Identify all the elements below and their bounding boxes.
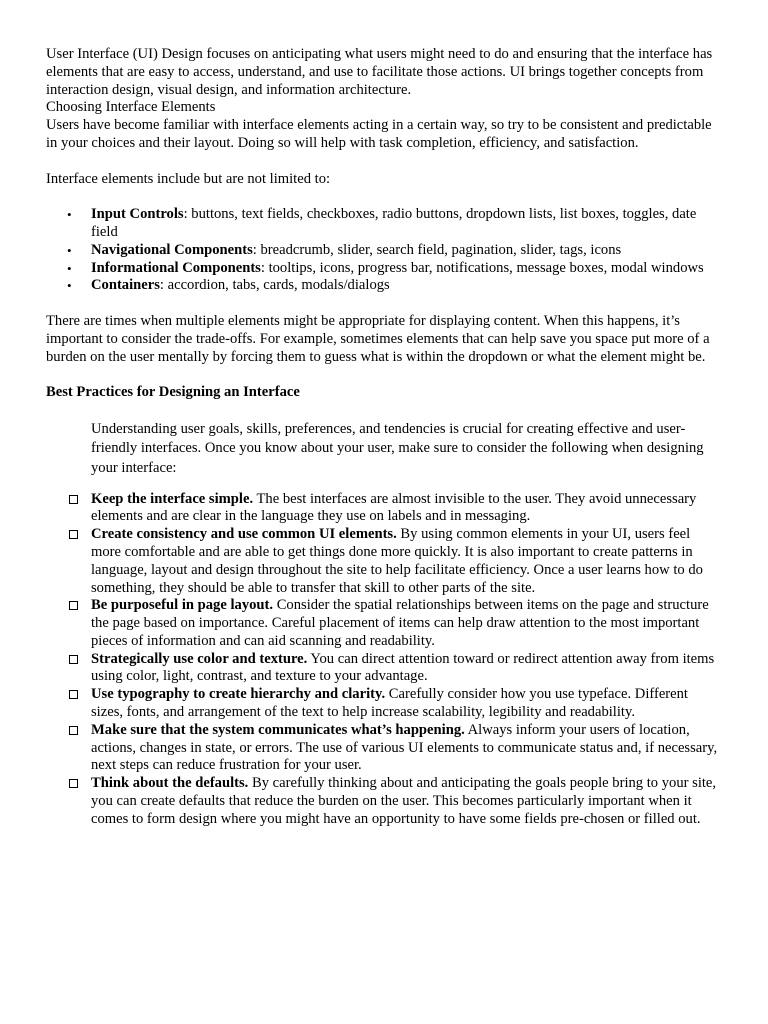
spacer — [46, 402, 720, 420]
list-item-term: Navigational Components — [91, 241, 253, 258]
list-item-desc: : buttons, text fields, checkboxes, radio buttons, dropdown lists, list boxes, toggles, date field — [91, 206, 697, 240]
section-paragraph-choosing-elements: Users have become familiar with interface elements acting in a certain way, so try to be consistent and predictable in your choices and their layout. Doing so will help with task completion, efficiency, and satisfaction. — [46, 117, 712, 151]
best-practices-intro: Understanding user goals, skills, preferences, and tendencies is crucial for creating effective and user-friendly interfaces. Once you know about your user, make sure to consider the following when designing your interface: — [91, 420, 704, 476]
list-item-desc: : tooltips, icons, progress bar, notifications, message boxes, modal windows — [260, 259, 704, 276]
practice-desc: By using common elements in your UI, users feel more comfortable and are able to get things done more quickly. It is also important to create patterns in language, layout and design throughout the site to help facilitate efficiency. Once a user learns how to do something, they should be able to transfer that skill to other parts of the site. — [91, 526, 703, 596]
list-item — [67, 277, 720, 295]
checkbox-icon — [69, 495, 78, 504]
bullet-icon: • — [67, 242, 72, 258]
list-item — [91, 651, 720, 687]
spacer — [46, 479, 720, 491]
checkbox-icon — [69, 690, 78, 699]
spacer — [46, 153, 720, 171]
elements-lead-text: Interface elements include but are not limited to: — [46, 170, 331, 187]
practice-desc: Consider the spatial relationships between items on the page and structure the page based on importance. Careful placement of items can help draw attention to the most important pieces of information and can aid scanning and readability. — [91, 597, 709, 649]
checkbox-icon — [69, 779, 78, 788]
element-types-list — [46, 206, 720, 295]
practice-desc: You can direct attention toward or redirect attention away from items using color, light, contrast, and texture to your advantage. — [91, 650, 715, 685]
spacer — [46, 188, 720, 206]
practice-term: Think about the defaults. — [91, 775, 249, 792]
bullet-icon: • — [67, 260, 72, 276]
checkbox-icon — [69, 726, 78, 735]
spacer — [46, 366, 720, 384]
practice-term: Strategically use color and texture. — [91, 650, 308, 667]
list-item-desc: : accordion, tabs, cards, modals/dialogs — [159, 277, 390, 294]
practice-term: Create consistency and use common UI elements. — [91, 526, 397, 543]
list-item — [91, 491, 720, 527]
list-item-term: Input Controls — [91, 206, 184, 223]
list-item — [67, 206, 720, 242]
list-item — [67, 259, 720, 278]
tradeoffs-paragraph: There are times when multiple elements might be appropriate for displaying content. When this happens, it’s important to consider the trade-offs. For example, sometimes elements that can help save you space put more of a burden on the user mentally by forcing them to guess what is within the dropdown or what the element might be. — [46, 312, 710, 365]
intro-paragraph: User Interface (UI) Design focuses on anticipating what users might need to do and ensuring that the interface has elements that are easy to access, understand, and use to facilitate those actions. UI brings together concepts from interaction design, visual design, and information architecture. — [46, 46, 713, 98]
list-item-desc: : breadcrumb, slider, search field, pagination, slider, tags, icons — [252, 241, 622, 258]
best-practices-list — [46, 491, 720, 829]
checkbox-icon — [69, 530, 78, 539]
bullet-icon: • — [67, 278, 72, 294]
list-item-term: Containers — [91, 277, 160, 294]
checkbox-icon — [69, 655, 78, 664]
practice-desc: Carefully consider how you use typeface. Different sizes, fonts, and arrangement of the text to help increase scalability, legibility and readability. — [91, 686, 688, 721]
list-item — [91, 526, 720, 597]
practice-desc: The best interfaces are almost invisible to the user. They avoid unnecessary elements and are clear in the language they use on labels and in messaging. — [91, 490, 697, 525]
practice-term: Keep the interface simple. — [91, 490, 254, 507]
list-item — [91, 686, 720, 722]
list-item — [67, 241, 720, 260]
list-item — [91, 775, 720, 828]
practice-term: Be purposeful in page layout. — [91, 597, 274, 614]
practice-term: Make sure that the system communicates what’s happening. — [91, 721, 465, 738]
best-practices-heading: Best Practices for Designing an Interface — [46, 384, 300, 401]
list-item — [91, 722, 720, 775]
practice-term: Use typography to create hierarchy and clarity. — [91, 686, 386, 703]
spacer — [46, 295, 720, 313]
checkbox-icon — [69, 601, 78, 610]
list-item-term: Informational Components — [91, 259, 261, 276]
practice-desc: By carefully thinking about and anticipating the goals people bring to your site, you can create defaults that reduce the burden on the user. This becomes particularly important when it comes to form design where you might have an opportunity to have some fields pre-chosen or filled out. — [91, 775, 717, 827]
section-title-choosing-elements: Choosing Interface Elements — [46, 99, 216, 116]
bullet-icon: • — [67, 207, 72, 223]
list-item — [91, 597, 720, 650]
practice-desc: Always inform your users of location, actions, changes in state, or errors. The use of various UI elements to communicate status and, if necessary, next steps can reduce frustration for your user. — [91, 721, 718, 774]
